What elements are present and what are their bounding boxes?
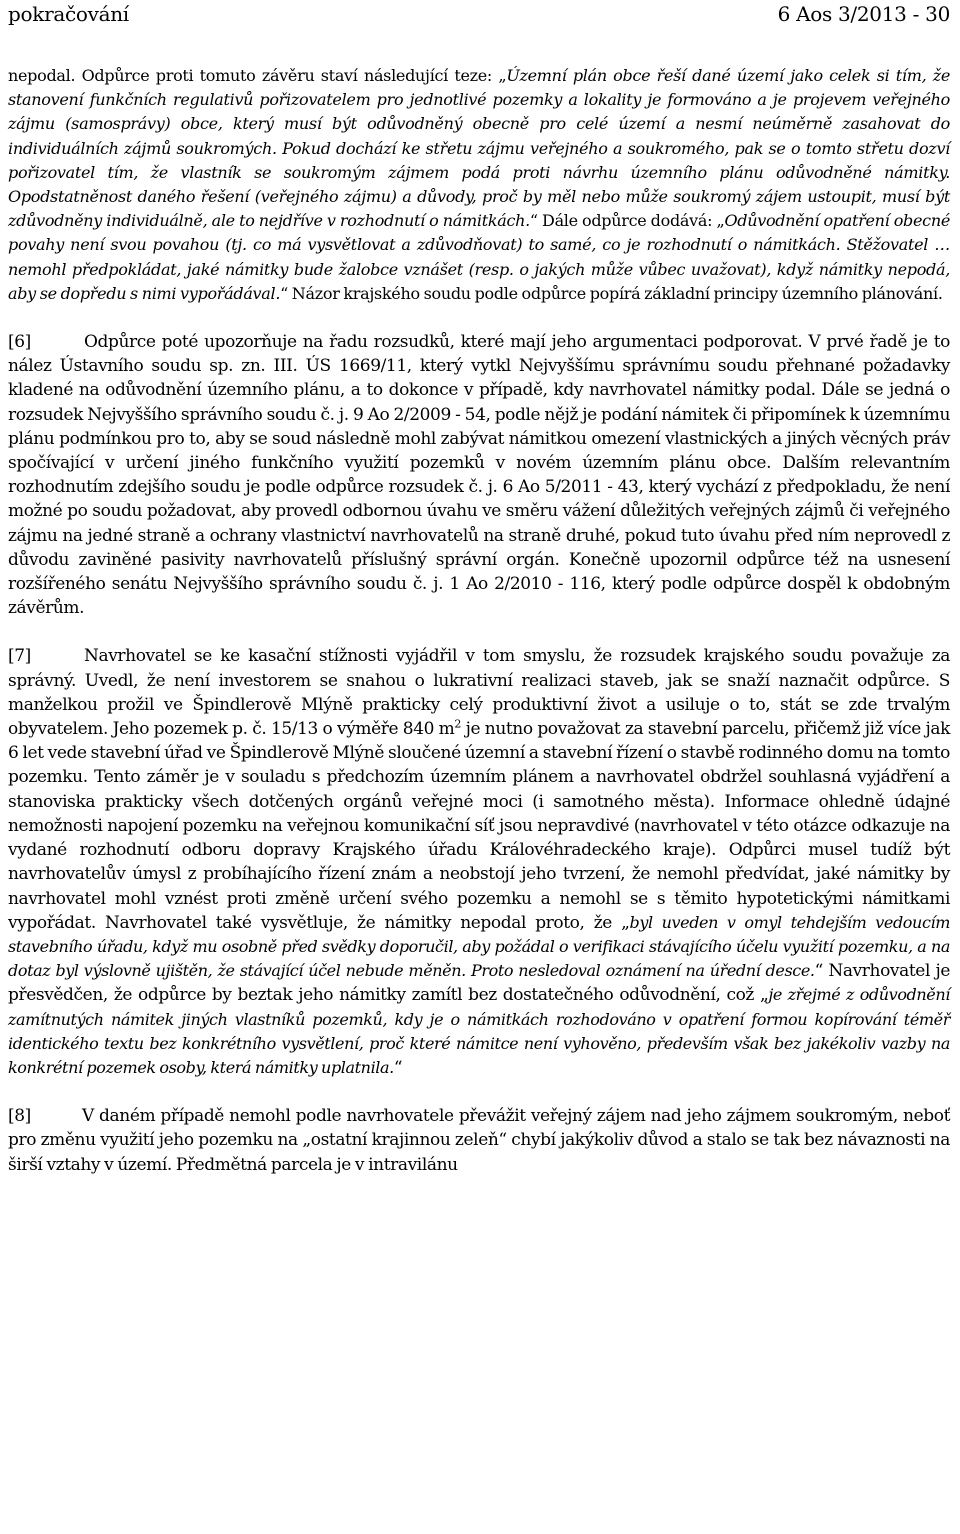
paragraph-text: je nutno považovat za stavební parcelu, přičemž již více jak 6 let vede stavební úřad ve Špindlerově Mlýně sloučené územní a stavební řízení o stavbě rodinného domu na tomto pozemku. Tento záměr je v souladu s předchozím územním plánem a navrhovatel obdržel souhlasná vyjádření a stanoviska prakticky všech dotčených orgánů veřejné moci (i samotného města). Informace ohledně údajné nemožnosti napojení pozemku na veřejnou komunikační síť jsou nepravdivé (navrhovatel v této otázce odkazuje na vydané rozhodnutí odboru dopravy Krajského úřadu Královéhradeckého kraje). Odpůrci musel tudíž být navrhovatelův úmysl z probíhajícího řízení znám a neobstojí jeho tvrzení, že nemohl předvídat, jaké námitky by navrhovatel mohl vznést proti změně určení svého pozemku a nemohl se s těmito hypotetickými námitkami vypořádat. Navrhovatel také vysvětluje, že námitky nepodal proto, že „ [8,719,950,933]
paragraph-6 [8,330,950,620]
header-continuation-label: pokračování [8,2,129,26]
paragraph-7 [8,644,950,1080]
paragraph-text: “ Názor krajského soudu podle odpůrce popírá základní principy územního plánování. [280,283,943,303]
header-case-number: 6 Aos 3/2013 - 30 [777,2,950,26]
paragraph-text: Odpůrce poté upozorňuje na řadu rozsudků, které mají jeho argumentaci podporovat. V prvé řadě je to nález Ústavního soudu sp. zn. III. ÚS 1669/11, který vytkl Nejvyššímu správnímu soudu přehnané požadavky kladené na odůvodnění územního plánu, a to dokonce v případě, kdy navrhovatel námitky podal. Dále se jedná o rozsudek Nejvyššího správního soudu č. j. 9 Ao 2/2009 - 54, podle nějž je podání námitek či připomínek k územnímu plánu podmínkou pro to, aby se soud následně mohl zabývat námitkou omezení vlastnických a jiných věcných práv spočívající v určení jiného funkčního využití pozemků v novém územním plánu obce. Dalším relevantním rozhodnutím zdejšího soudu je podle odpůrce rozsudek č. j. 6 Ao 5/2011 - 43, který vychází z předpokladu, že není možné po soudu požadovat, aby provedl odbornou úvahu ve směru vážení důležitých veřejných zájmů či veřejného zájmu na jedné straně a ochrany vlastnictví navrhovatelů na straně druhé, pokud tuto úvahu před ním neprovedl z důvodu zaviněné pasivity navrhovatelů příslušný správní orgán. Konečně upozornil odpůrce též na usnesení rozšířeného senátu Nejvyššího správního soudu č. j. 1 Ao 2/2010 - 116, který podle odpůrce dospěl k obdobným závěrům. [8,332,950,619]
quoted-text: Územní plán obce řeší dané území jako celek si tím, že stanovení funkčních regulativů pořizovatelem pro jednotlivé pozemky a lokality je formováno a je projevem veřejného zájmu (samosprávy) obce, který musí být odůvodněný obecně pro celé území a nesmí neúměrně zasahovat do individuálních zájmů soukromých. Pokud dochází ke střetu zájmu veřejného a soukromého, pak se o tomto střetu dozví pořizovatel tím, že vlastník se soukromým zájmem podá proti návrhu územního plánu odůvodněné námitky. Opodstatněnost daného řešení (veřejného zájmu) a důvody, proč by měl nebo může soukromý zájem ustoupit, musí být zdůvodněny individuálně, ale to nejdříve v rozhodnutí o námitkách. [8,66,950,231]
paragraph-continuation [8,64,950,306]
quoted-text: byl uveden v omyl tehdejším vedoucím stavebního úřadu, když mu osobně před svědky doporučil, aby požádal o verifikaci stávajícího účelu využití pozemku, a na dotaz byl výslovně ujištěn, že stávající účel nebude měněn. Proto nesledoval oznámení na úřední desce. [8,912,950,981]
quoted-text: Odůvodnění opatření obecné povahy není svou povahou (tj. co má vysvětlovat a zdůvodňovat) to samé, co je rozhodnutí o námitkách. Stěžovatel … nemohl předpokládat, jaké námitky bude žalobce vznášet (resp. o jakých může vůbec uvažovat), když námitky nepodá, aby se dopředu s nimi vypořádával. [8,211,950,303]
quoted-text: je zřejmé z odůvodnění zamítnutých námitek jiných vlastníků pozemků, kdy je o námitkách rozhodováno v opatření formou kopírování téměř identického textu bez konkrétního vysvětlení, proč které námitce není vyhověno, především však bez jakékoliv vazby na konkrétní pozemek osoby, která námitky uplatnila. [8,985,950,1077]
document-body [8,64,950,1177]
paragraph-text: “ [393,1057,403,1078]
paragraph-text: Navrhovatel se ke kasační stížnosti vyjádřil v tom smyslu, že rozsudek krajského soudu považuje za správný. Uvedl, že není investorem se snahou o lukrativní realizaci staveb, jak se snaží naznačit odpůrce. S manželkou prožil ve Špindlerově Mlýně prakticky celý produktivní život a usiluje o to, stát se zde trvalým obyvatelem. Jeho pozemek p. č. 15/13 o výměře 840 m [8,646,950,740]
paragraph-number: [6] [8,332,31,353]
paragraph-8 [8,1104,950,1177]
paragraph-text: nepodal. Odpůrce proti tomuto závěru staví následující teze: „ [8,66,507,85]
paragraph-number: [7] [8,646,31,667]
paragraph-text: “ Dále odpůrce dodává: „ [529,211,725,231]
paragraph-text: V daném případě nemohl podle navrhovatele převážit veřejný zájem nad jeho zájmem soukromým, neboť pro změnu využití jeho pozemku na „ostatní krajinnou zeleň“ chybí jakýkoliv důvod a stalo se tak bez návaznosti na širší vztahy v území. Předmětná parcela je v intravilánu [8,1106,950,1175]
page-header [8,0,950,34]
paragraph-number: [8] [8,1106,31,1127]
superscript: 2 [454,717,462,731]
paragraph-text: “ Navrhovatel je přesvědčen, že odpůrce by beztak jeho námitky zamítl bez dostatečného odůvodnění, což „ [8,961,950,1006]
